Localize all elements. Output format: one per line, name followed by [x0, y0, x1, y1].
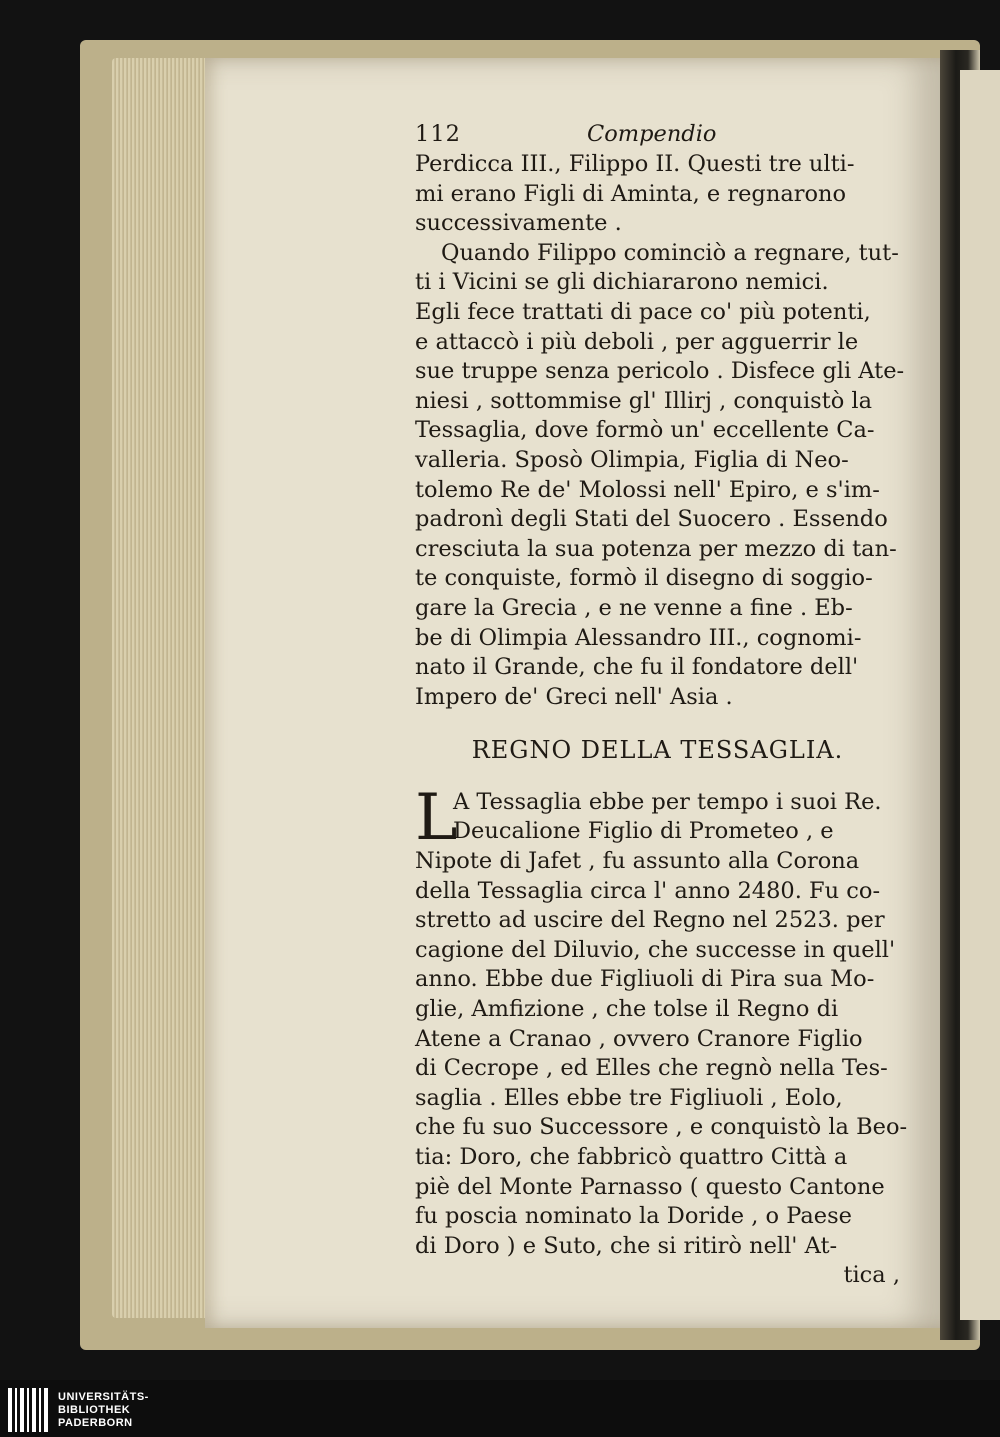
text-line: gare la Grecia , e ne venne a fine . Eb- [415, 594, 853, 621]
text-line: glie, Amfizione , che tolse il Regno di [415, 996, 839, 1023]
text-line: mi erano Figli di Aminta, e regnarono [415, 180, 847, 207]
text-line: Egli fece trattati di pace co' più potenti, [415, 298, 871, 325]
text-line: Nipote di Jafet , fu assunto alla Corona [415, 848, 860, 875]
logo-line: PADERBORN [58, 1416, 133, 1429]
text-line: niesi , sottommise gl' Illirj , conquistò la [415, 387, 873, 414]
page-number: 112 [415, 121, 461, 147]
text-line: Quando Filippo cominciò a regnare, tut- [441, 239, 899, 266]
text-line: Tessaglia, dove formò un' eccellente Ca- [415, 417, 875, 444]
text-line: A Tessaglia ebbe per tempo i suoi Re. [453, 788, 882, 815]
text-line: successivamente . [415, 210, 622, 237]
text-line: ti i Vicini se gli dichiararono nemici. [415, 269, 829, 296]
text-line: tia: Doro, che fabbricò quattro Città a [415, 1144, 848, 1170]
text-line: sue truppe senza pericolo . Disfece gli Ate- [415, 358, 905, 385]
text-line: nato il Grande, che fu il fondatore dell' [415, 654, 859, 681]
text-line: Impero de' Greci nell' Asia . [415, 683, 733, 710]
text-line: cresciuta la sua potenza per mezzo di tan- [415, 535, 897, 562]
text-line: Atene a Cranao , ovvero Cranore Figlio [415, 1025, 863, 1052]
logo-text [58, 1391, 149, 1430]
logo-line: UNIVERSITÄTS- [58, 1390, 149, 1403]
text-line: che fu suo Successore , e conquistò la Beo- [415, 1114, 908, 1141]
logo-line: BIBLIOTHEK [58, 1403, 131, 1416]
text-line: cagione del Diluvio, che successe in quell' [415, 936, 896, 963]
text-line: anno. Ebbe due Figliuoli di Pira sua Mo- [415, 966, 875, 993]
text-line: di Doro ) e Suto, che si ritirò nell' At- [415, 1232, 838, 1259]
text-line: Deucalione Figlio di Prometeo , e [453, 818, 834, 845]
text-line: stretto ad uscire del Regno nel 2523. per [415, 907, 885, 934]
paragraph-2 [415, 239, 905, 713]
paragraph-3 [415, 780, 908, 1291]
running-title: Compendio [587, 121, 717, 147]
catchword: tica , [843, 1262, 900, 1289]
paragraph-1 [415, 150, 900, 239]
text-line: saglia . Elles ebbe tre Figliuoli , Eolo, [415, 1084, 843, 1111]
text-line: Perdicca III., Filippo II. Questi tre ulti- [415, 151, 855, 177]
text-line: valleria. Sposò Olimpia, Figlia di Neo- [415, 446, 849, 473]
section-heading: REGNO DELLA TESSAGLIA. [471, 736, 844, 765]
facing-page-edge [960, 70, 1000, 1320]
text-line: tolemo Re de' Molossi nell' Epiro, e s'im- [415, 476, 880, 503]
text-line: padronì degli Stati del Suocero . Essendo [415, 506, 888, 533]
text-line: fu poscia nominato la Doride , o Paese [415, 1203, 852, 1230]
text-line: della Tessaglia circa l' anno 2480. Fu co- [415, 877, 881, 904]
library-logo [8, 1388, 149, 1432]
text-line: e attaccò i più deboli , per agguerrir le [415, 328, 859, 355]
running-head [415, 120, 900, 150]
text-line: be di Olimpia Alessandro III., cognomi- [415, 624, 862, 651]
drop-cap: L [415, 780, 458, 855]
text-line: te conquiste, formò il disegno di soggio- [415, 565, 873, 592]
page-edges [112, 58, 212, 1318]
text-line: piè del Monte Parnasso ( questo Cantone [415, 1173, 885, 1200]
text-line: di Cecrope , ed Elles che regnò nella Tes- [415, 1055, 888, 1082]
logo-bars-icon [8, 1388, 48, 1432]
page-text [415, 120, 908, 1291]
